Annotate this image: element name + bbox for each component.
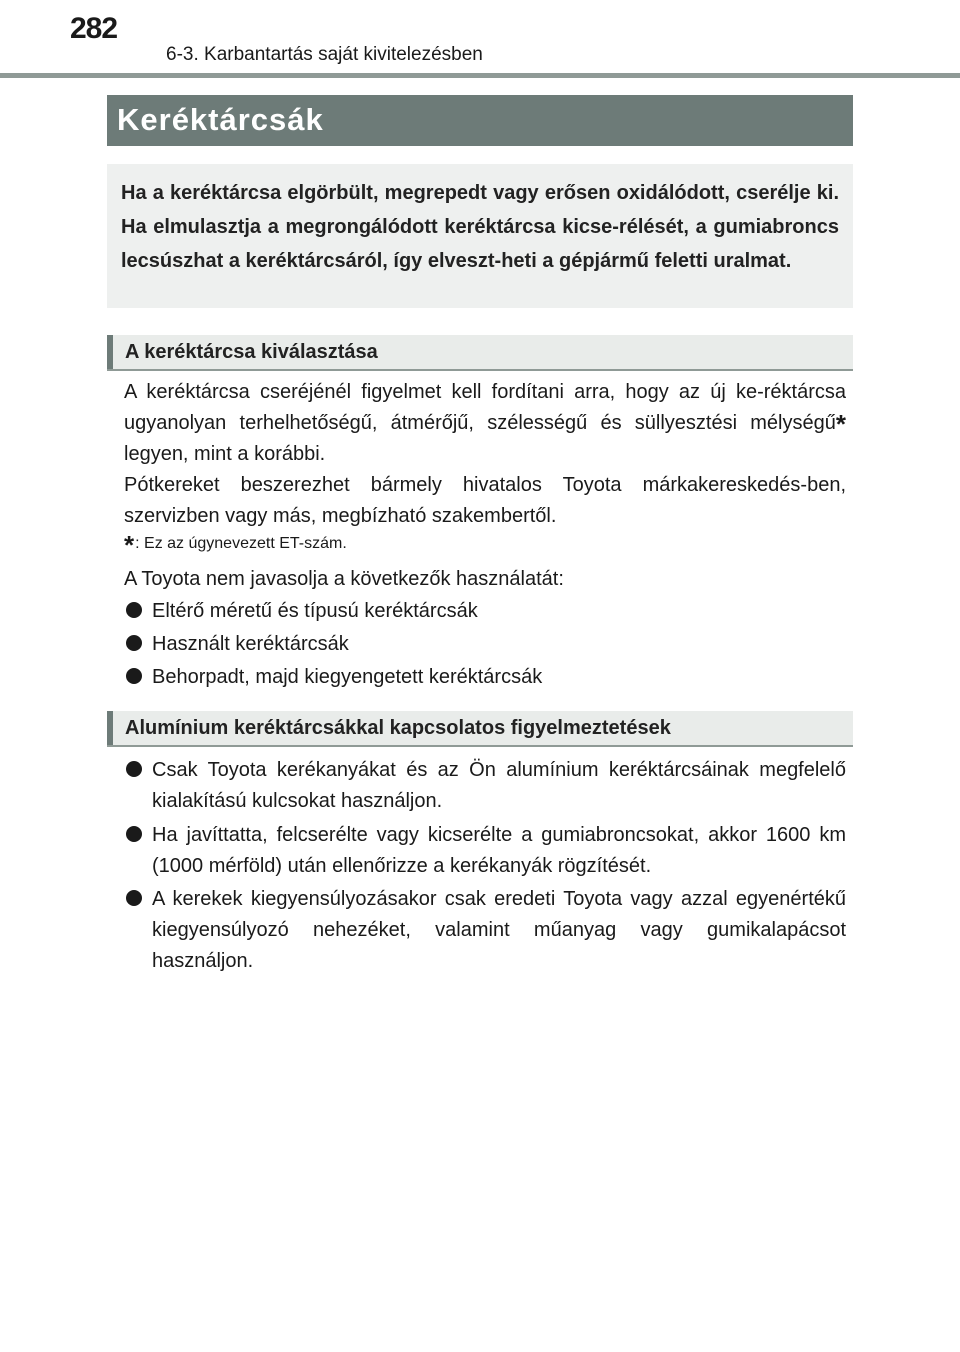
section-breadcrumb: 6-3. Karbantartás saját kivitelezésben xyxy=(166,44,483,65)
bullet-icon xyxy=(126,668,142,684)
selection-paragraph-1-text: A keréktárcsa cseréjénél figyelmet kell fordítani arra, hogy az új ke-réktárcsa ugyanolyan terhelhetőségű, átmérőjű, szélességű és süllyesztési mélységű xyxy=(124,381,846,434)
list-item-text: Ha javíttatta, felcserélte vagy kicserélte a gumiabroncsokat, akkor 1600 km (1000 mérföld) után ellenőrizze a kerékanyák rögzítését. xyxy=(152,824,846,877)
subheading-aluminium xyxy=(107,711,853,747)
selection-paragraph-1 xyxy=(124,377,846,470)
page-title-band xyxy=(107,95,853,146)
footnote-text: : Ez az úgynevezett ET-szám. xyxy=(135,535,347,552)
bullet-icon xyxy=(126,635,142,651)
selection-paragraph-1-end: legyen, mint a korábbi. xyxy=(124,443,326,465)
bullet-icon xyxy=(126,761,142,777)
not-recommended-intro: A Toyota nem javasolja a következők használatát: xyxy=(124,568,564,590)
footnote-star: * xyxy=(124,530,135,560)
list-item xyxy=(124,884,846,977)
subheading-selection xyxy=(107,335,853,371)
page-number: 282 xyxy=(70,12,118,45)
warning-box xyxy=(107,164,853,308)
list-item-text: Behorpadt, majd kiegyengetett keréktárcsák xyxy=(152,666,543,688)
list-item-text: Eltérő méretű és típusú keréktárcsák xyxy=(152,600,478,622)
list-item xyxy=(124,820,846,882)
selection-paragraph-2: Pótkereket beszerezhet bármely hivatalos Toyota márkakereskedés-ben, szervizben vagy más, megbízható szakembertől. xyxy=(124,474,846,527)
page-header xyxy=(0,0,960,80)
footnote-marker: * xyxy=(835,409,846,439)
list-item-text: A kerekek kiegyensúlyozásakor csak eredeti Toyota vagy azzal egyenértékű kiegyensúlyozó nehezéket, valamint műanyag vagy gumikalapácsot használjon. xyxy=(152,888,846,972)
list-item-text: Használt keréktárcsák xyxy=(152,633,349,655)
subheading-aluminium-label: Alumínium keréktárcsákkal kapcsolatos figyelmeztetések xyxy=(125,717,671,739)
list-item xyxy=(124,755,846,817)
warning-text: Ha a keréktárcsa elgörbült, megrepedt vagy erősen oxidálódott, cserélje ki. Ha elmulasztja a megrongálódott keréktárcsa kicse-rélését, a gumiabroncs lecsúszhat a keréktárcsáról, így elveszt-heti a gépjármű feletti uralmat. xyxy=(121,182,839,272)
bullet-icon xyxy=(126,826,142,842)
footnote xyxy=(124,530,347,561)
header-divider xyxy=(0,73,960,78)
bullet-icon xyxy=(126,602,142,618)
subheading-selection-label: A keréktárcsa kiválasztása xyxy=(125,341,378,363)
list-item xyxy=(124,596,846,627)
bullet-icon xyxy=(126,890,142,906)
list-item-text: Csak Toyota kerékanyákat és az Ön alumínium keréktárcsáinak megfelelő kialakítású kulcsokat használjon. xyxy=(152,759,846,812)
page-title: Keréktárcsák xyxy=(117,102,324,137)
list-item xyxy=(124,662,846,693)
list-item xyxy=(124,629,846,660)
